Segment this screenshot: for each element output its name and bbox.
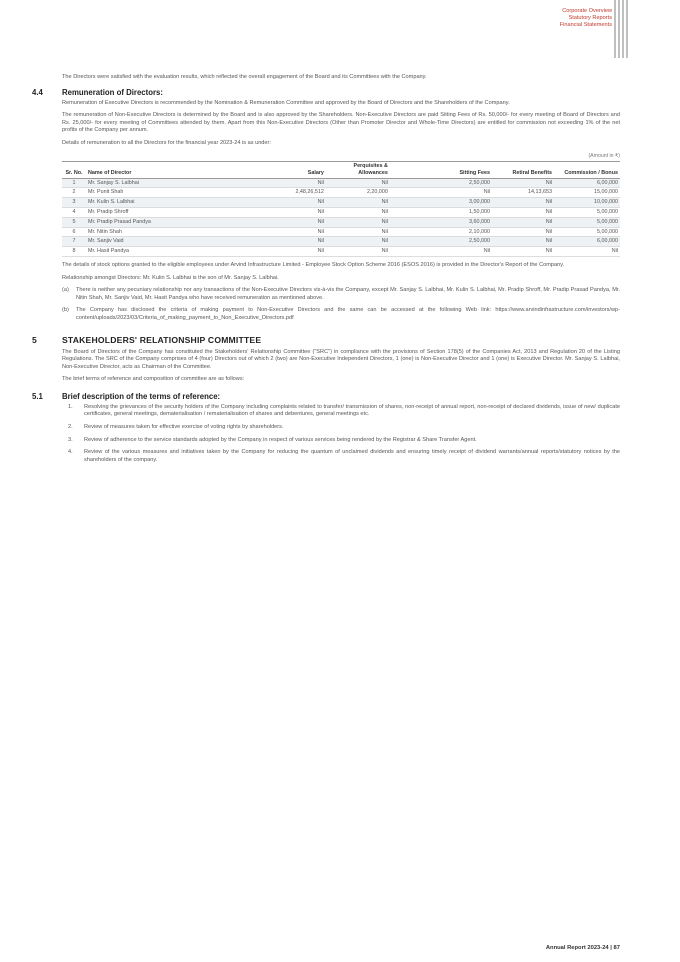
table-row [62,227,620,237]
table-cell: Mr. Pradip Prasad Pandya [86,217,230,227]
table-cell: 10,00,000 [554,198,620,208]
note-item [62,307,620,322]
table-cell: Nil [230,207,326,217]
section-heading [32,334,620,345]
table-cell: 1,50,000 [390,207,492,217]
paragraph: Details of remuneration to all the Directors for the financial year 2023-24 is as under: [62,139,271,146]
table-row [62,178,620,188]
intro-paragraph: The Directors were satisfied with the evaluation results, which reflected the overall engagement of the Board and its Committees with the Company. [62,74,427,80]
note-text: The Company has disclosed the criteria of making payment to Non-Executive Directors and the same can be accessed at the following Web link: https://www.arvindinfrastructure.com/investors/wp-content/uploads/2023/03/Criteria_of_making_payment_to_Non_Executive_Directors.pdf [76,307,620,321]
table-cell: Nil [230,198,326,208]
col-header: Name of Director [86,161,230,178]
table-cell: Nil [230,247,326,257]
table-cell: Nil [230,227,326,237]
note-marker: (b) [62,307,69,314]
paragraph: The details of stock options granted to the eligible employees under Arvind Infrastructure Limited - Employee Stock Option Scheme 2016 (ESOS 2016) is provided in the Director's Report of the Company. [62,261,565,268]
list-marker: 3. [68,436,73,443]
list-item [62,449,620,464]
table-cell: 5,00,000 [554,217,620,227]
paragraph: Remuneration of Executive Directors is recommended by the Nomination & Remuneration Committee and approved by the Board of Directors and the Shareholders of the Company. [62,99,510,106]
list-item [62,437,620,445]
page-number: 87 [613,945,620,951]
table-cell: Mr. Kulin S. Lalbhai [86,198,230,208]
section-heading [32,391,620,401]
section-number: 5 [32,334,37,345]
section-number: 4.4 [32,87,43,97]
table-cell: 2,10,000 [390,227,492,237]
table-header-row [62,161,620,178]
table-cell: Mr. Punit Shah [86,188,230,198]
table-cell: Nil [326,207,390,217]
list-marker: 4. [68,449,73,456]
list-marker: 1. [68,403,73,410]
table-cell: 2,50,000 [390,237,492,247]
table-row [62,188,620,198]
table-row [62,217,620,227]
table-cell: 2,48,26,512 [230,188,326,198]
document-body [32,74,620,469]
paragraph: The remuneration of Non-Executive Directors is determined by the Board and is also approved by the Shareholders. Non-Executive Directors are paid Sitting Fees of Rs. 50,000/- for every meeting of Board of Directors and Rs. 25,000/- for every meeting of Committees attended by them. Apart from this Non-Executive Directors (Other than Promoter Director and Whole-Time Directors) are entitled for commission not exceeding 1% of the net profits of the Company per annum. [62,112,620,134]
table-cell: Nil [554,247,620,257]
table-cell: 3,00,000 [390,198,492,208]
header-section-tag [560,8,612,29]
list-text: Review of the various measures and initiatives taken by the Company for reducing the quantum of unclaimed dividends and ensuring timely receipt of dividend warrants/annual reports/statutory notices by the shareholders of the company. [84,449,620,463]
table-cell: Nil [492,237,554,247]
table-row [62,247,620,257]
table-cell: Nil [230,237,326,247]
col-header: Sr. No. [62,161,86,178]
page-footer [546,945,620,951]
section-heading [32,87,620,97]
list-text: Resolving the grievances of the security holders of the Company including complaints related to transfer/ transmission of shares, non-receipt of annual report, non-receipt of declared dividends, issue of new/ duplicate certificates, general meetings, dematerialisation / rematerialisation of shares and debentures, general meetings etc. [84,403,620,418]
table-row [62,237,620,247]
remuneration-table [62,161,620,257]
table-cell: 2 [62,188,86,198]
table-cell: 3,60,000 [390,217,492,227]
table-cell: 2,20,000 [326,188,390,198]
table-cell: Nil [326,198,390,208]
paragraph: The brief terms of reference and composition of committee are as follows: [62,376,245,383]
table-cell: Nil [390,247,492,257]
tag-line: Statutory Reports [568,15,612,21]
relationship-note: Relationship amongst Directors: Mr. Kulin S. Lalbhai is the son of Mr. Sanjay S. Lalbhai. [62,274,279,281]
footer-separator: | [610,945,612,951]
table-cell: 7 [62,237,86,247]
list-text: Review of adherence to the service standards adopted by the Company in respect of various services being rendered by the Registrar & Share Transfer Agent. [84,436,477,443]
table-cell: 15,00,000 [554,188,620,198]
table-row [62,207,620,217]
col-header: Perquisites & Allowances [326,161,390,178]
table-cell: 14,13,653 [492,188,554,198]
section-title: STAKEHOLDERS' RELATIONSHIP COMMITTEE [62,334,262,345]
table-cell: 3 [62,198,86,208]
tag-line: Financial Statements [559,22,612,28]
paragraph: The Board of Directors of the Company has constituted the Stakeholders' Relationship Committee ("SRC") in compliance with the provisions of Section 178(5) of the Companies Act, 2013 and Regulation 20 of the Listing Regulations. The SRC of the Company comprises of 4 (four) Directors out of which 2 (two) are Non-Executive Independent Directors, 1 (one) is Non-Executive Director and 1 (one) is Executive Director. Mr. Sanjay S. Lalbhai, Non-Executive Director, acts as Chairman of the Committee. [62,348,620,370]
section-title: Remuneration of Directors: [62,87,163,97]
list-marker: 2. [68,424,73,431]
note-marker: (a) [62,287,69,294]
table-cell: 4 [62,207,86,217]
table-cell: Nil [390,188,492,198]
table-cell: Mr. Nitin Shah [86,227,230,237]
table-cell: Nil [492,207,554,217]
list-text: Review of measures taken for effective exercise of voting rights by shareholders. [84,424,284,431]
table-cell: Mr. Pradip Shroff [86,207,230,217]
table-cell: Nil [230,217,326,227]
section-title: Brief description of the terms of reference: [62,391,221,401]
table-cell: Nil [492,178,554,188]
table-cell: Mr. Sanjay S. Lalbhai [86,178,230,188]
table-cell: Nil [326,237,390,247]
table-cell: Nil [326,247,390,257]
table-cell: 8 [62,247,86,257]
table-cell: Nil [492,227,554,237]
list-item [62,404,620,419]
table-cell: 1 [62,178,86,188]
table-cell: Nil [492,217,554,227]
col-header: Sitting Fees [390,161,492,178]
table-cell: 6 [62,227,86,237]
note-item [62,287,620,302]
table-cell: Nil [230,178,326,188]
table-cell: 5 [62,217,86,227]
table-cell: Mr. Hasit Pandya [86,247,230,257]
table-cell: Nil [326,227,390,237]
note-text: There is neither any pecuniary relationship nor any transactions of the Non-Executive Directors vis-à-vis the Company, except Mr. Sanjay S. Lalbhai, Mr. Kulin S. Lalbhai, Mr. Pradip Shroff, Mr. Pradip Prasad Pandya, Mr. Nitin Shah, Mr. Sanjiv Vaid, Mr. Hasit Pandya who have received remuneration as mentioned above. [76,287,620,301]
table-cell: 6,00,000 [554,237,620,247]
table-cell: Mr. Sanjiv Vaid [86,237,230,247]
section-number: 5.1 [32,391,43,401]
tag-line: Corporate Overview [562,8,612,14]
table-cell: 2,50,000 [390,178,492,188]
table-cell: Nil [326,178,390,188]
table-cell: 5,00,000 [554,227,620,237]
list-item [62,424,620,432]
col-header: Salary [230,161,326,178]
col-header: Retiral Benefits [492,161,554,178]
table-cell: Nil [326,217,390,227]
amount-unit: (Amount in ₹) [588,152,620,159]
table-cell: Nil [492,247,554,257]
table-cell: 5,00,000 [554,207,620,217]
col-header: Commission / Bonus [554,161,620,178]
footer-label: Annual Report 2023-24 [545,945,609,951]
header-decor-bars [614,0,628,58]
table-cell: Nil [492,198,554,208]
table-cell: 6,00,000 [554,178,620,188]
table-row [62,198,620,208]
